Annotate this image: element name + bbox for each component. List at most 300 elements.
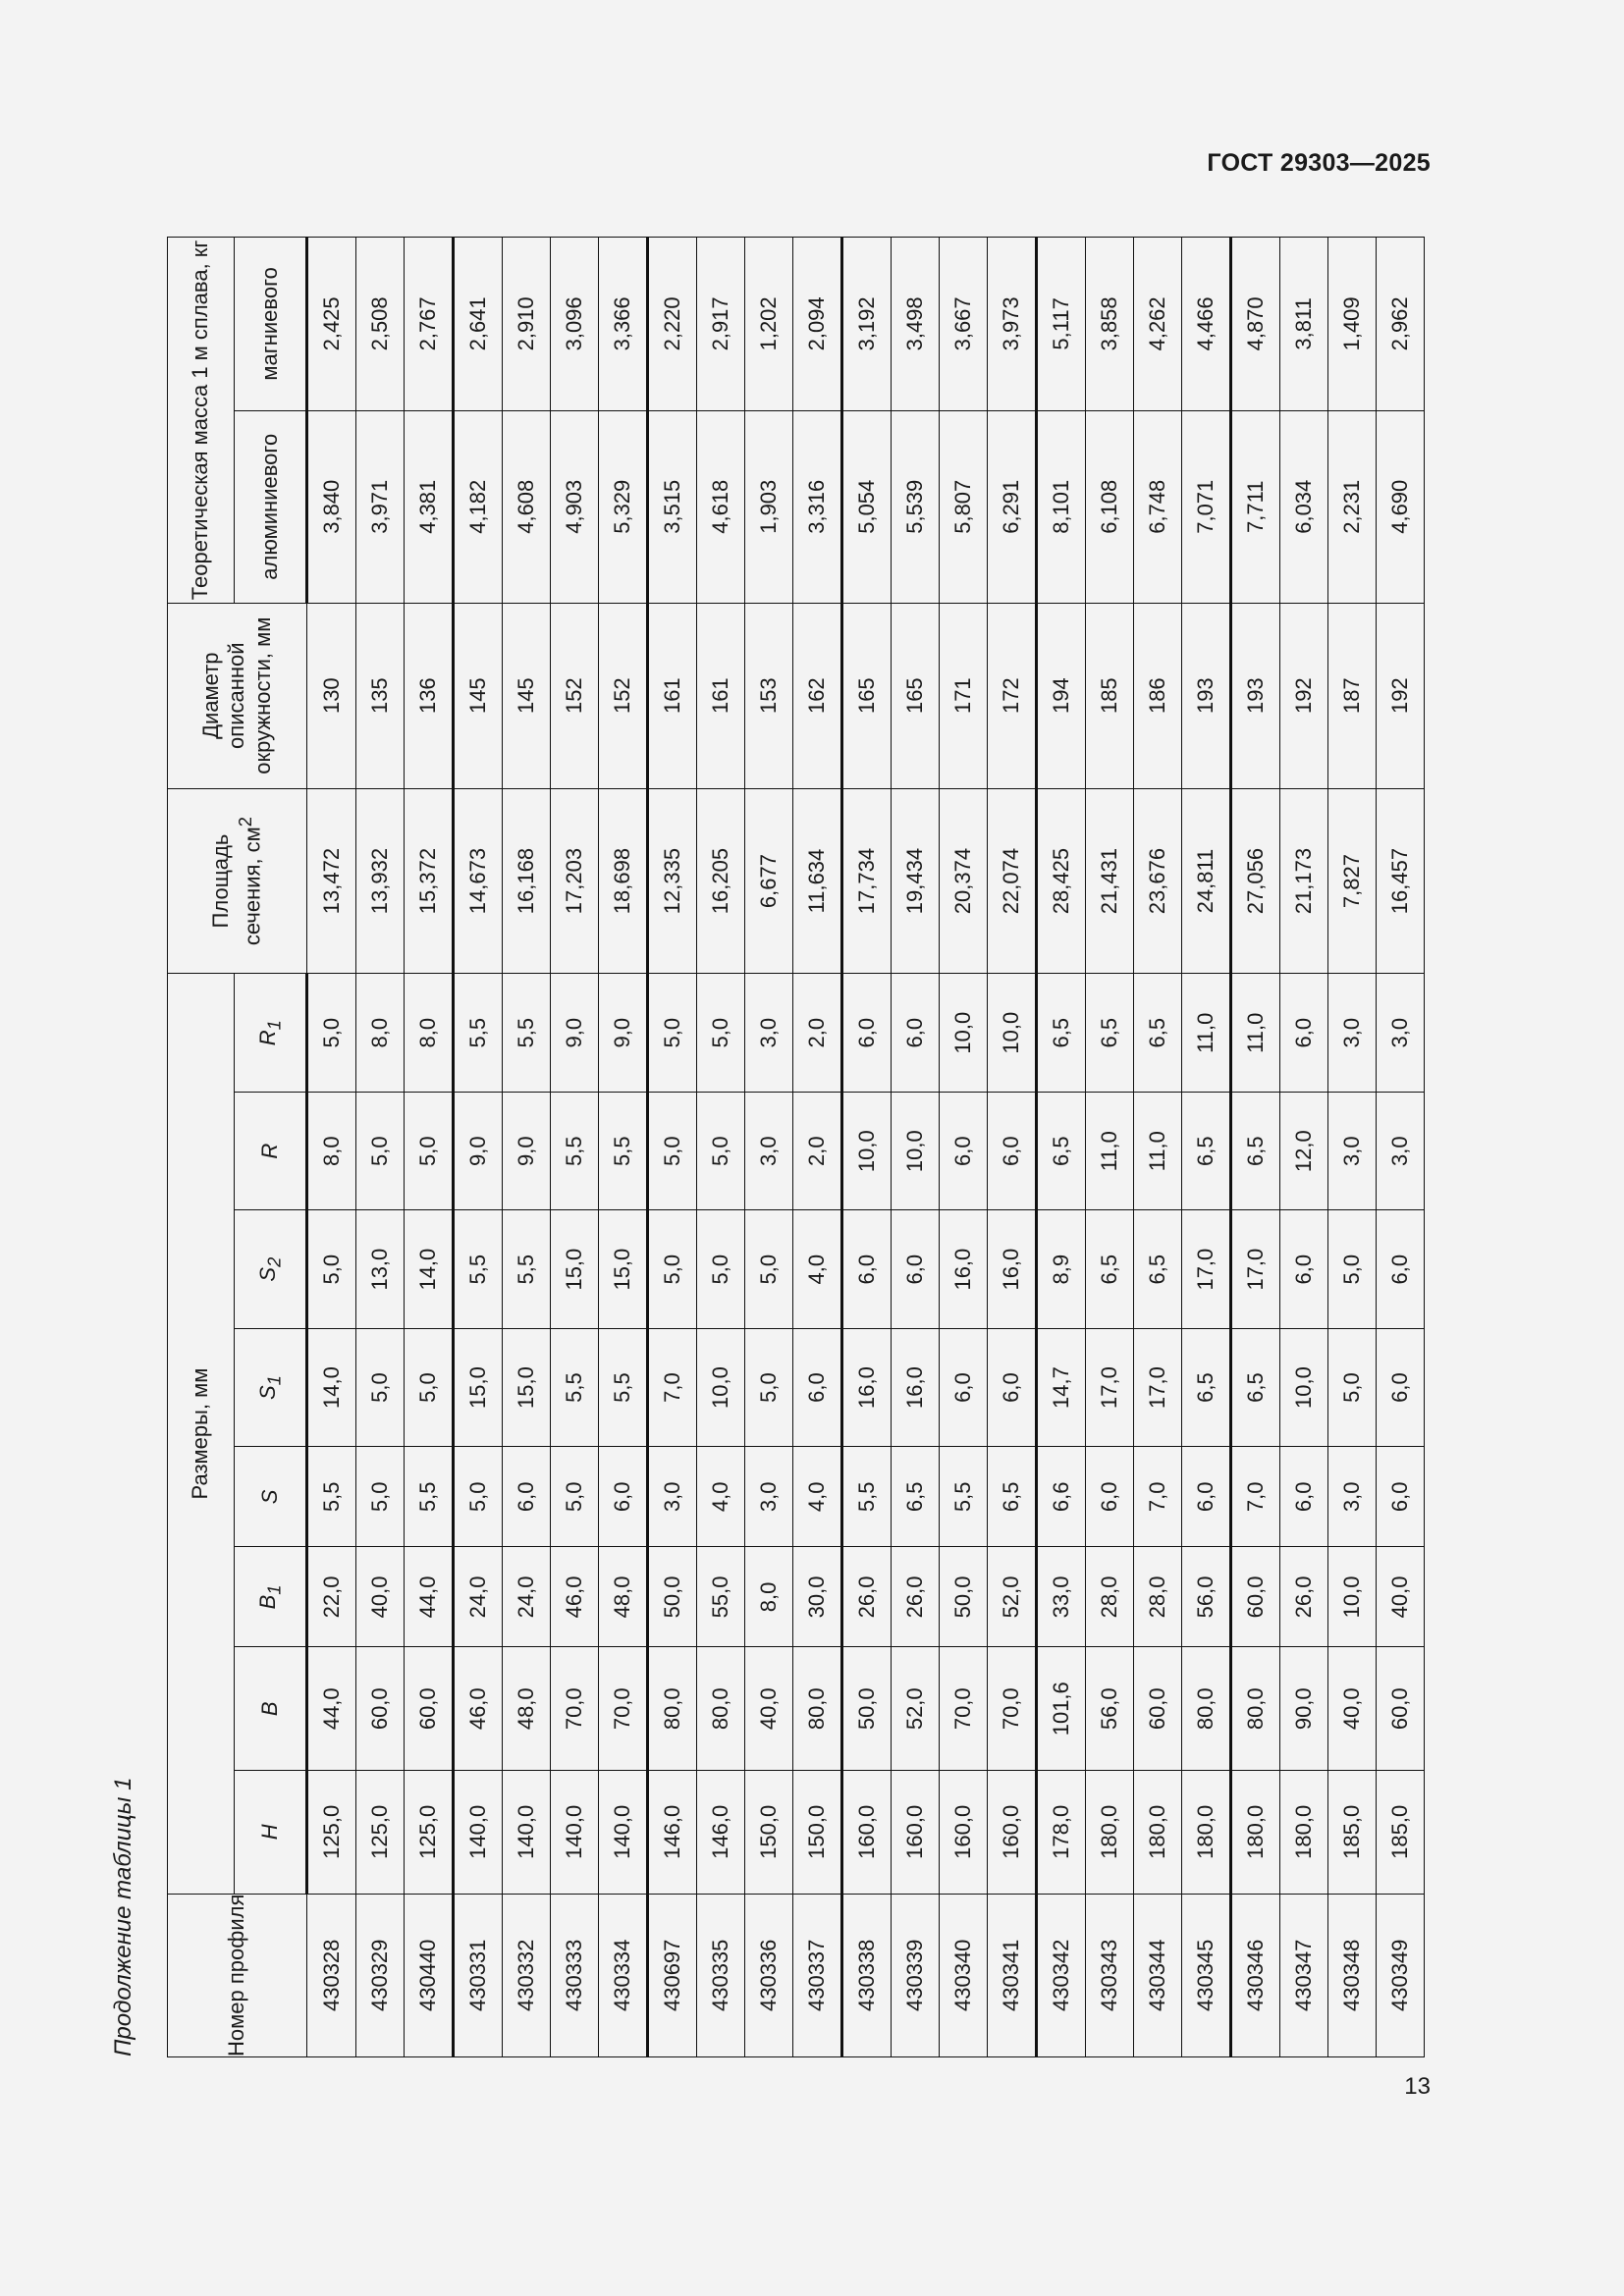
cell-dim-s2: 6,0	[842, 1210, 892, 1328]
cell-profile-number: 430329	[356, 1894, 405, 2056]
cell-dim-b: 70,0	[940, 1647, 988, 1771]
cell-dim-s1: 5,5	[551, 1328, 599, 1446]
cell-dim-r: 5,0	[356, 1092, 405, 1209]
cell-dim-s: 3,0	[745, 1447, 793, 1547]
cell-dim-s2: 15,0	[551, 1210, 599, 1328]
cell-dim-b1: 40,0	[356, 1547, 405, 1647]
cell-dim-r1: 5,0	[697, 974, 745, 1092]
cell-circle-diameter: 161	[648, 603, 697, 788]
cell-mass-aluminum: 4,608	[503, 410, 551, 603]
cell-dim-s: 3,0	[648, 1447, 697, 1547]
cell-dim-r1: 6,0	[892, 974, 940, 1092]
cell-dim-s2: 6,0	[1377, 1210, 1425, 1328]
cell-circle-diameter: 136	[405, 603, 454, 788]
cell-dim-b1: 24,0	[503, 1547, 551, 1647]
cell-mass-aluminum: 5,539	[892, 410, 940, 603]
cell-profile-number: 430440	[405, 1894, 454, 2056]
cell-dim-r1: 5,0	[307, 974, 356, 1092]
cell-dim-r1: 10,0	[988, 974, 1037, 1092]
cell-dim-r: 12,0	[1280, 1092, 1328, 1209]
cell-profile-number: 430338	[842, 1894, 892, 2056]
cell-section-area: 27,056	[1231, 788, 1280, 974]
cell-dim-h: 146,0	[697, 1771, 745, 1895]
table-row	[307, 238, 356, 2057]
cell-dim-b: 90,0	[1280, 1647, 1328, 1771]
cell-dim-s2: 5,0	[648, 1210, 697, 1328]
header-dim-s2: $S_2$	[235, 1210, 307, 1328]
profile-table	[167, 237, 1425, 2057]
cell-circle-diameter: 135	[356, 603, 405, 788]
cell-dim-s2: 5,0	[1328, 1210, 1377, 1328]
cell-dim-b: 60,0	[356, 1647, 405, 1771]
cell-dim-s2: 16,0	[940, 1210, 988, 1328]
cell-dim-h: 185,0	[1377, 1771, 1425, 1895]
cell-dim-h: 150,0	[745, 1771, 793, 1895]
cell-dim-s2: 16,0	[988, 1210, 1037, 1328]
cell-profile-number: 430344	[1134, 1894, 1182, 2056]
cell-dim-b: 48,0	[503, 1647, 551, 1771]
cell-dim-s1: 10,0	[1280, 1328, 1328, 1446]
cell-dim-s1: 15,0	[503, 1328, 551, 1446]
cell-dim-s2: 5,5	[454, 1210, 503, 1328]
cell-profile-number: 430346	[1231, 1894, 1280, 2056]
cell-dim-r: 6,0	[940, 1092, 988, 1209]
cell-dim-s1: 14,7	[1037, 1328, 1086, 1446]
table-head	[168, 238, 307, 2057]
cell-section-area: 21,173	[1280, 788, 1328, 974]
cell-dim-s1: 5,0	[405, 1328, 454, 1446]
table-row	[648, 238, 697, 2057]
cell-mass-aluminum: 3,840	[307, 410, 356, 603]
table-row	[988, 238, 1037, 2057]
table-row	[940, 238, 988, 2057]
cell-circle-diameter: 165	[892, 603, 940, 788]
cell-dim-s: 5,0	[551, 1447, 599, 1547]
cell-mass-aluminum: 3,971	[356, 410, 405, 603]
cell-dim-h: 178,0	[1037, 1771, 1086, 1895]
table-row	[454, 238, 503, 2057]
cell-section-area: 28,425	[1037, 788, 1086, 974]
table-row	[599, 238, 648, 2057]
cell-mass-aluminum: 5,054	[842, 410, 892, 603]
header-dim-r1: $R_1$	[235, 974, 307, 1092]
table-row	[1280, 238, 1328, 2057]
cell-mass-magnesium: 2,220	[648, 238, 697, 411]
cell-section-area: 16,205	[697, 788, 745, 974]
cell-dim-s: 6,6	[1037, 1447, 1086, 1547]
cell-dim-s: 5,5	[307, 1447, 356, 1547]
cell-profile-number: 430334	[599, 1894, 648, 2056]
cell-dim-s2: 5,0	[697, 1210, 745, 1328]
header-dim-h: H	[235, 1771, 307, 1895]
cell-profile-number: 430335	[697, 1894, 745, 2056]
cell-section-area: 22,074	[988, 788, 1037, 974]
cell-dim-r1: 10,0	[940, 974, 988, 1092]
cell-mass-magnesium: 2,094	[793, 238, 842, 411]
cell-dim-r1: 11,0	[1231, 974, 1280, 1092]
header-circle-diameter: Диаметр описанной окружности, мм	[168, 603, 307, 788]
document-header: ГОСТ 29303—2025	[1207, 149, 1431, 177]
cell-dim-r: 5,0	[405, 1092, 454, 1209]
cell-section-area: 14,673	[454, 788, 503, 974]
cell-dim-r1: 6,0	[842, 974, 892, 1092]
cell-profile-number: 430328	[307, 1894, 356, 2056]
cell-mass-aluminum: 4,690	[1377, 410, 1425, 603]
cell-dim-s1: 17,0	[1086, 1328, 1134, 1446]
cell-dim-s1: 6,0	[1377, 1328, 1425, 1446]
cell-circle-diameter: 194	[1037, 603, 1086, 788]
cell-circle-diameter: 193	[1231, 603, 1280, 788]
header-dim-s1: $S_1$	[235, 1328, 307, 1446]
header-theoretical-mass: Теоретическая масса 1 м сплава, кг	[168, 238, 235, 604]
page-number: 13	[1404, 2073, 1431, 2100]
cell-profile-number: 430343	[1086, 1894, 1134, 2056]
cell-dim-b: 60,0	[1134, 1647, 1182, 1771]
cell-dim-s2: 17,0	[1182, 1210, 1231, 1328]
cell-dim-r1: 3,0	[745, 974, 793, 1092]
cell-dim-h: 180,0	[1280, 1771, 1328, 1895]
rotated-table-wrapper	[167, 237, 1431, 2057]
cell-dim-b1: 30,0	[793, 1547, 842, 1647]
cell-dim-s: 6,0	[1182, 1447, 1231, 1547]
header-profile-number: Номер профиля	[168, 1894, 307, 2056]
cell-dim-s1: 16,0	[892, 1328, 940, 1446]
cell-dim-h: 150,0	[793, 1771, 842, 1895]
header-dim-b: B	[235, 1647, 307, 1771]
cell-dim-b: 40,0	[1328, 1647, 1377, 1771]
cell-dim-h: 180,0	[1231, 1771, 1280, 1895]
cell-circle-diameter: 192	[1280, 603, 1328, 788]
cell-dim-r: 2,0	[793, 1092, 842, 1209]
cell-dim-s: 6,0	[503, 1447, 551, 1547]
cell-dim-r: 3,0	[745, 1092, 793, 1209]
cell-dim-s: 5,0	[356, 1447, 405, 1547]
cell-profile-number: 430342	[1037, 1894, 1086, 2056]
header-section-area: Площадь сечения, $см^2$	[168, 788, 307, 974]
cell-mass-magnesium: 1,409	[1328, 238, 1377, 411]
cell-section-area: 16,168	[503, 788, 551, 974]
cell-dim-b: 80,0	[1231, 1647, 1280, 1771]
cell-dim-r1: 8,0	[356, 974, 405, 1092]
cell-dim-h: 125,0	[307, 1771, 356, 1895]
cell-dim-h: 160,0	[892, 1771, 940, 1895]
cell-dim-s2: 5,0	[307, 1210, 356, 1328]
cell-mass-magnesium: 3,667	[940, 238, 988, 411]
cell-mass-aluminum: 4,182	[454, 410, 503, 603]
cell-circle-diameter: 130	[307, 603, 356, 788]
cell-dim-b: 50,0	[842, 1647, 892, 1771]
cell-section-area: 7,827	[1328, 788, 1377, 974]
cell-dim-b1: 26,0	[892, 1547, 940, 1647]
table-row	[356, 238, 405, 2057]
cell-dim-s1: 17,0	[1134, 1328, 1182, 1446]
cell-dim-s1: 7,0	[648, 1328, 697, 1446]
table-row	[793, 238, 842, 2057]
cell-circle-diameter: 192	[1377, 603, 1425, 788]
cell-dim-b: 70,0	[599, 1647, 648, 1771]
cell-dim-b1: 50,0	[940, 1547, 988, 1647]
cell-dim-r1: 6,5	[1134, 974, 1182, 1092]
cell-dim-s: 6,0	[1377, 1447, 1425, 1547]
cell-dim-r1: 3,0	[1328, 974, 1377, 1092]
cell-section-area: 13,932	[356, 788, 405, 974]
cell-dim-s: 6,0	[599, 1447, 648, 1547]
cell-dim-r1: 9,0	[599, 974, 648, 1092]
cell-dim-b: 56,0	[1086, 1647, 1134, 1771]
cell-dim-b: 80,0	[697, 1647, 745, 1771]
cell-mass-magnesium: 2,910	[503, 238, 551, 411]
table-row	[1182, 238, 1231, 2057]
table-row	[405, 238, 454, 2057]
cell-dim-s: 6,0	[1086, 1447, 1134, 1547]
cell-dim-b1: 28,0	[1134, 1547, 1182, 1647]
table-body	[307, 238, 1425, 2057]
table-row	[745, 238, 793, 2057]
cell-dim-r1: 9,0	[551, 974, 599, 1092]
cell-dim-r1: 6,5	[1037, 974, 1086, 1092]
cell-circle-diameter: 152	[551, 603, 599, 788]
cell-mass-aluminum: 3,316	[793, 410, 842, 603]
cell-dim-b: 60,0	[1377, 1647, 1425, 1771]
cell-section-area: 23,676	[1134, 788, 1182, 974]
cell-dim-s1: 14,0	[307, 1328, 356, 1446]
cell-dim-b1: 52,0	[988, 1547, 1037, 1647]
cell-dim-r: 6,0	[988, 1092, 1037, 1209]
cell-mass-aluminum: 6,108	[1086, 410, 1134, 603]
cell-section-area: 17,734	[842, 788, 892, 974]
cell-dim-b: 60,0	[405, 1647, 454, 1771]
cell-circle-diameter: 153	[745, 603, 793, 788]
cell-mass-magnesium: 4,262	[1134, 238, 1182, 411]
cell-dim-b1: 24,0	[454, 1547, 503, 1647]
cell-dim-r1: 3,0	[1377, 974, 1425, 1092]
cell-mass-magnesium: 3,858	[1086, 238, 1134, 411]
cell-dim-r: 5,0	[697, 1092, 745, 1209]
cell-dim-s1: 15,0	[454, 1328, 503, 1446]
cell-section-area: 11,634	[793, 788, 842, 974]
cell-dim-b: 40,0	[745, 1647, 793, 1771]
cell-profile-number: 430341	[988, 1894, 1037, 2056]
cell-dim-b: 80,0	[793, 1647, 842, 1771]
cell-profile-number: 430333	[551, 1894, 599, 2056]
cell-dim-s1: 6,0	[793, 1328, 842, 1446]
cell-dim-s: 5,5	[940, 1447, 988, 1547]
cell-mass-magnesium: 2,508	[356, 238, 405, 411]
cell-circle-diameter: 145	[454, 603, 503, 788]
cell-dim-r: 3,0	[1328, 1092, 1377, 1209]
cell-dim-r1: 6,0	[1280, 974, 1328, 1092]
cell-dim-s1: 5,0	[745, 1328, 793, 1446]
cell-circle-diameter: 152	[599, 603, 648, 788]
cell-dim-r: 9,0	[503, 1092, 551, 1209]
cell-dim-s2: 6,5	[1134, 1210, 1182, 1328]
cell-dim-h: 140,0	[551, 1771, 599, 1895]
cell-dim-b1: 10,0	[1328, 1547, 1377, 1647]
cell-dim-r: 3,0	[1377, 1092, 1425, 1209]
cell-mass-magnesium: 3,811	[1280, 238, 1328, 411]
cell-section-area: 24,811	[1182, 788, 1231, 974]
cell-circle-diameter: 185	[1086, 603, 1134, 788]
cell-dim-s: 4,0	[793, 1447, 842, 1547]
cell-mass-aluminum: 6,034	[1280, 410, 1328, 603]
cell-dim-b: 101,6	[1037, 1647, 1086, 1771]
cell-dim-r1: 2,0	[793, 974, 842, 1092]
cell-dim-s1: 5,0	[1328, 1328, 1377, 1446]
cell-dim-s1: 5,5	[599, 1328, 648, 1446]
cell-mass-magnesium: 3,192	[842, 238, 892, 411]
cell-dim-h: 185,0	[1328, 1771, 1377, 1895]
cell-dim-r: 5,5	[599, 1092, 648, 1209]
cell-mass-magnesium: 2,425	[307, 238, 356, 411]
cell-dim-b1: 28,0	[1086, 1547, 1134, 1647]
cell-mass-magnesium: 1,202	[745, 238, 793, 411]
cell-dim-r1: 6,5	[1086, 974, 1134, 1092]
cell-dim-r: 5,0	[648, 1092, 697, 1209]
cell-mass-magnesium: 4,466	[1182, 238, 1231, 411]
cell-mass-aluminum: 5,329	[599, 410, 648, 603]
cell-dim-s2: 13,0	[356, 1210, 405, 1328]
table-row	[503, 238, 551, 2057]
cell-profile-number: 430337	[793, 1894, 842, 2056]
cell-circle-diameter: 162	[793, 603, 842, 788]
cell-mass-magnesium: 3,498	[892, 238, 940, 411]
cell-profile-number: 430345	[1182, 1894, 1231, 2056]
cell-profile-number: 430332	[503, 1894, 551, 2056]
cell-dim-b1: 8,0	[745, 1547, 793, 1647]
cell-dim-h: 125,0	[405, 1771, 454, 1895]
header-dim-b1: $B_1$	[235, 1547, 307, 1647]
cell-dim-h: 160,0	[988, 1771, 1037, 1895]
cell-dim-b1: 60,0	[1231, 1547, 1280, 1647]
cell-section-area: 6,677	[745, 788, 793, 974]
cell-dim-s2: 6,0	[1280, 1210, 1328, 1328]
cell-dim-s: 5,5	[405, 1447, 454, 1547]
cell-dim-h: 140,0	[454, 1771, 503, 1895]
cell-dim-r: 11,0	[1134, 1092, 1182, 1209]
cell-section-area: 18,698	[599, 788, 648, 974]
cell-profile-number: 430347	[1280, 1894, 1328, 2056]
cell-dim-s: 7,0	[1134, 1447, 1182, 1547]
cell-profile-number: 430331	[454, 1894, 503, 2056]
cell-dim-s: 4,0	[697, 1447, 745, 1547]
cell-mass-aluminum: 3,515	[648, 410, 697, 603]
cell-mass-magnesium: 3,973	[988, 238, 1037, 411]
cell-profile-number: 430697	[648, 1894, 697, 2056]
cell-dim-h: 160,0	[842, 1771, 892, 1895]
cell-dim-s2: 5,0	[745, 1210, 793, 1328]
cell-dim-s2: 14,0	[405, 1210, 454, 1328]
cell-dim-b: 70,0	[551, 1647, 599, 1771]
cell-dim-b1: 26,0	[842, 1547, 892, 1647]
cell-dim-b1: 46,0	[551, 1547, 599, 1647]
header-mass-aluminum: алюминиевого	[235, 410, 307, 603]
cell-profile-number: 430340	[940, 1894, 988, 2056]
cell-dim-s2: 17,0	[1231, 1210, 1280, 1328]
cell-profile-number: 430349	[1377, 1894, 1425, 2056]
table-row	[551, 238, 599, 2057]
cell-dim-r: 8,0	[307, 1092, 356, 1209]
table-row	[1134, 238, 1182, 2057]
cell-mass-magnesium: 2,641	[454, 238, 503, 411]
cell-circle-diameter: 172	[988, 603, 1037, 788]
cell-dim-r: 9,0	[454, 1092, 503, 1209]
table-row	[892, 238, 940, 2057]
cell-dim-s: 6,5	[988, 1447, 1037, 1547]
cell-dim-s: 5,0	[454, 1447, 503, 1547]
cell-dim-h: 125,0	[356, 1771, 405, 1895]
header-dim-s: S	[235, 1447, 307, 1547]
cell-dim-b1: 44,0	[405, 1547, 454, 1647]
cell-mass-aluminum: 7,071	[1182, 410, 1231, 603]
cell-dim-r: 6,5	[1182, 1092, 1231, 1209]
cell-dim-b1: 22,0	[307, 1547, 356, 1647]
cell-mass-aluminum: 4,903	[551, 410, 599, 603]
cell-dim-r: 10,0	[842, 1092, 892, 1209]
cell-dim-s1: 6,5	[1231, 1328, 1280, 1446]
cell-dim-b: 44,0	[307, 1647, 356, 1771]
cell-dim-s1: 5,0	[356, 1328, 405, 1446]
table-caption: Продолжение таблицы 1	[110, 1777, 136, 2056]
cell-mass-aluminum: 8,101	[1037, 410, 1086, 603]
cell-dim-b1: 40,0	[1377, 1547, 1425, 1647]
cell-dim-s: 6,0	[1280, 1447, 1328, 1547]
cell-mass-aluminum: 7,711	[1231, 410, 1280, 603]
cell-dim-b1: 48,0	[599, 1547, 648, 1647]
cell-dim-b: 52,0	[892, 1647, 940, 1771]
cell-dim-s: 7,0	[1231, 1447, 1280, 1547]
cell-dim-r1: 5,0	[648, 974, 697, 1092]
cell-dim-h: 146,0	[648, 1771, 697, 1895]
table-row	[1231, 238, 1280, 2057]
cell-section-area: 20,374	[940, 788, 988, 974]
cell-mass-aluminum: 4,381	[405, 410, 454, 603]
cell-circle-diameter: 161	[697, 603, 745, 788]
table-row	[1328, 238, 1377, 2057]
cell-dim-s2: 6,0	[892, 1210, 940, 1328]
cell-circle-diameter: 186	[1134, 603, 1182, 788]
cell-dim-s2: 8,9	[1037, 1210, 1086, 1328]
cell-circle-diameter: 193	[1182, 603, 1231, 788]
cell-dim-h: 140,0	[503, 1771, 551, 1895]
cell-dim-s2: 15,0	[599, 1210, 648, 1328]
cell-dim-s1: 10,0	[697, 1328, 745, 1446]
cell-section-area: 16,457	[1377, 788, 1425, 974]
cell-dim-s2: 4,0	[793, 1210, 842, 1328]
cell-dim-r: 6,5	[1231, 1092, 1280, 1209]
cell-mass-aluminum: 5,807	[940, 410, 988, 603]
cell-mass-aluminum: 1,903	[745, 410, 793, 603]
cell-dim-r: 10,0	[892, 1092, 940, 1209]
cell-dim-s: 6,5	[892, 1447, 940, 1547]
table-row	[697, 238, 745, 2057]
cell-dim-h: 160,0	[940, 1771, 988, 1895]
cell-circle-diameter: 165	[842, 603, 892, 788]
cell-profile-number: 430336	[745, 1894, 793, 2056]
cell-dim-h: 180,0	[1086, 1771, 1134, 1895]
cell-dim-s1: 6,0	[988, 1328, 1037, 1446]
cell-dim-s1: 6,0	[940, 1328, 988, 1446]
cell-mass-magnesium: 3,366	[599, 238, 648, 411]
cell-mass-magnesium: 2,962	[1377, 238, 1425, 411]
cell-profile-number: 430339	[892, 1894, 940, 2056]
table-row	[842, 238, 892, 2057]
cell-dim-s: 3,0	[1328, 1447, 1377, 1547]
cell-dim-s2: 5,5	[503, 1210, 551, 1328]
cell-dim-b: 70,0	[988, 1647, 1037, 1771]
cell-mass-magnesium: 4,870	[1231, 238, 1280, 411]
cell-circle-diameter: 145	[503, 603, 551, 788]
cell-dim-r1: 5,5	[503, 974, 551, 1092]
